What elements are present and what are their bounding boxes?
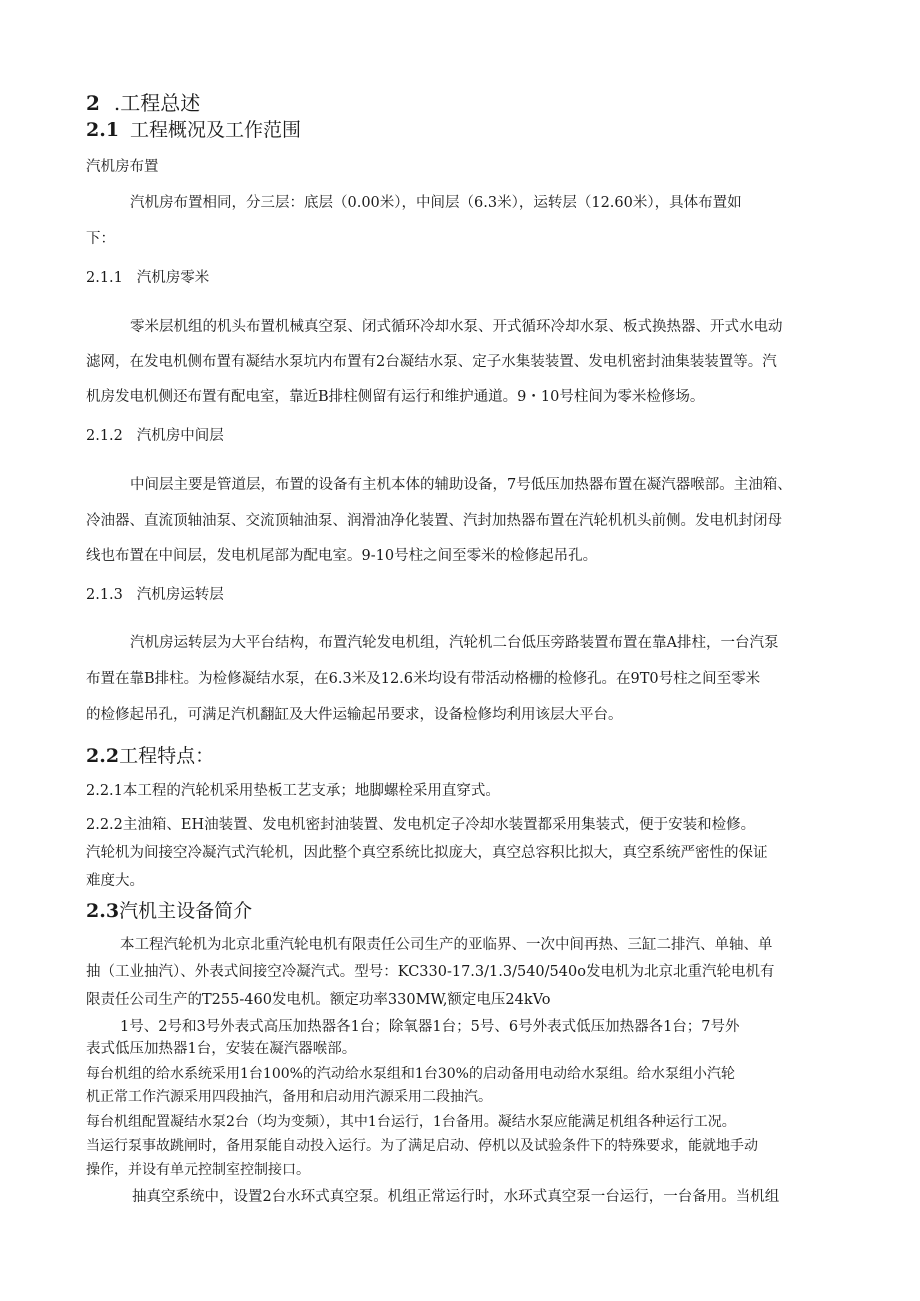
paragraph-line: 下： bbox=[86, 231, 115, 247]
paragraph-line: 抽（工业抽汽）、外表式间接空冷凝汽式。型号：KC330-17.3/1.3/540/540o发电机为北京北重汽轮电机有 bbox=[86, 964, 775, 980]
heading-title: 汽机主设备简介 bbox=[119, 900, 253, 922]
paragraph-line: 机房发电机侧还布置有配电室，靠近B排柱侧留有运行和维护通道。9・10号柱间为零米检修场。 bbox=[86, 389, 705, 405]
paragraph-line: 每台机组配置凝结水泵2台（均为变频），其中1台运行，1台备用。凝结水泵应能满足机组各种运行工况。 bbox=[86, 1114, 736, 1130]
heading-title: 汽机房中间层 bbox=[136, 428, 224, 444]
heading-title: .工程总述 bbox=[113, 91, 201, 115]
feature-item: 2.2.2主油箱、EH油装置、发电机密封油装置、发电机定子冷却水装置都采用集装式，便于安装和检修。 bbox=[86, 817, 756, 833]
paragraph-line: 限责任公司生产的T255-460发电机。额定功率330MW,额定电压24kVo bbox=[86, 992, 551, 1008]
paragraph-line: 零米层机组的机头布置机械真空泵、闭式循环冷却水泵、开式循环冷却水泵、板式换热器、开式水电动 bbox=[130, 319, 783, 335]
paragraph-line: 每台机组的给水系统采用1台100%的汽动给水泵组和1台30%的启动备用电动给水泵组。给水泵组小汽轮 bbox=[86, 1066, 735, 1082]
paragraph-line: 表式低压加热器1台，安装在凝汽器喉部。 bbox=[86, 1041, 357, 1057]
heading-title: 汽机房零米 bbox=[136, 270, 210, 286]
heading-number: 2 bbox=[86, 91, 100, 115]
heading-number: 2.1.1 bbox=[86, 270, 123, 286]
paragraph-line: 1号、2号和3号外表式高压加热器各1台；除氧器1台；5号、6号外表式低压加热器各1台；7号外 bbox=[120, 1019, 740, 1035]
heading-section-2-3 bbox=[86, 898, 252, 924]
paragraph-line: 汽机房运转层为大平台结构，布置汽轮发电机组，汽轮机二台低压旁路装置布置在靠A排柱，一台汽泵 bbox=[130, 635, 779, 651]
heading-section-2-1 bbox=[86, 117, 301, 143]
paragraph-line: 本工程汽轮机为北京北重汽轮电机有限责任公司生产的亚临界、一次中间再热、三缸二排汽、单轴、单 bbox=[120, 937, 773, 953]
heading-number: 2.1.3 bbox=[86, 587, 123, 603]
paragraph-line: 中间层主要是管道层，布置的设备有主机本体的辅助设备，7号低压加热器布置在凝汽器喉部。主油箱、 bbox=[130, 477, 792, 493]
heading-section-2-2 bbox=[86, 743, 214, 769]
heading-title: 工程概况及工作范围 bbox=[130, 119, 302, 141]
paragraph-line: 当运行泵事故跳闸时，备用泵能自动投入运行。为了满足启动、停机以及试验条件下的特殊要求，能就地手动 bbox=[86, 1138, 758, 1154]
heading-number: 2.1 bbox=[86, 119, 120, 141]
paragraph-line: 汽轮机为间接空冷凝汽式汽轮机，因此整个真空系统比拟庞大，真空总容积比拟大，真空系统严密性的保证 bbox=[86, 845, 768, 861]
paragraph-line: 布置在靠B排柱。为检修凝结水泵，在6.3米及12.6米均设有带活动格栅的检修孔。在9T0号柱之间至零米 bbox=[86, 671, 761, 687]
paragraph-line: 操作，并设有单元控制室控制接口。 bbox=[86, 1162, 310, 1178]
heading-number: 2.3 bbox=[86, 900, 120, 922]
paragraph-line: 机正常工作汽源采用四段抽汽，备用和启动用汽源采用二段抽汽。 bbox=[86, 1089, 492, 1105]
heading-title: 汽机房运转层 bbox=[136, 587, 224, 603]
paragraph-line: 冷油器、直流顶轴油泵、交流顶轴油泵、润滑油净化装置、汽封加热器布置在汽轮机机头前侧。发电机封闭母 bbox=[86, 513, 782, 529]
paragraph-line: 的检修起吊孔，可满足汽机翻缸及大件运输起吊要求，设备检修均利用该层大平台。 bbox=[86, 707, 623, 723]
paragraph-line: 汽机房布置相同，分三层：底层（0.00米），中间层（6.3米），运转层（12.60米），具体布置如 bbox=[130, 195, 742, 211]
heading-section-2-1-1 bbox=[86, 268, 209, 288]
feature-item: 2.2.1本工程的汽轮机采用垫板工艺支承；地脚螺栓采用直穿式。 bbox=[86, 783, 500, 799]
heading-section-2 bbox=[86, 90, 200, 116]
paragraph-line: 线也布置在中间层，发电机尾部为配电室。9-10号柱之间至零米的检修起吊孔。 bbox=[86, 548, 598, 564]
paragraph-line: 抽真空系统中，设置2台水环式真空泵。机组正常运行时，水环式真空泵一台运行，一台备用。当机组 bbox=[132, 1189, 780, 1205]
paragraph-line: 滤网，在发电机侧布置有凝结水泵坑内布置有2台凝结水泵、定子水集装装置、发电机密封油集装装置等。汽 bbox=[86, 354, 777, 370]
heading-number: 2.1.2 bbox=[86, 428, 123, 444]
heading-section-2-1-3 bbox=[86, 585, 224, 605]
heading-number: 2.2 bbox=[86, 745, 120, 767]
subsection-label: 汽机房布置 bbox=[86, 159, 159, 175]
paragraph-line: 难度大。 bbox=[86, 873, 144, 889]
heading-title: 工程特点： bbox=[119, 745, 215, 767]
heading-section-2-1-2 bbox=[86, 426, 224, 446]
